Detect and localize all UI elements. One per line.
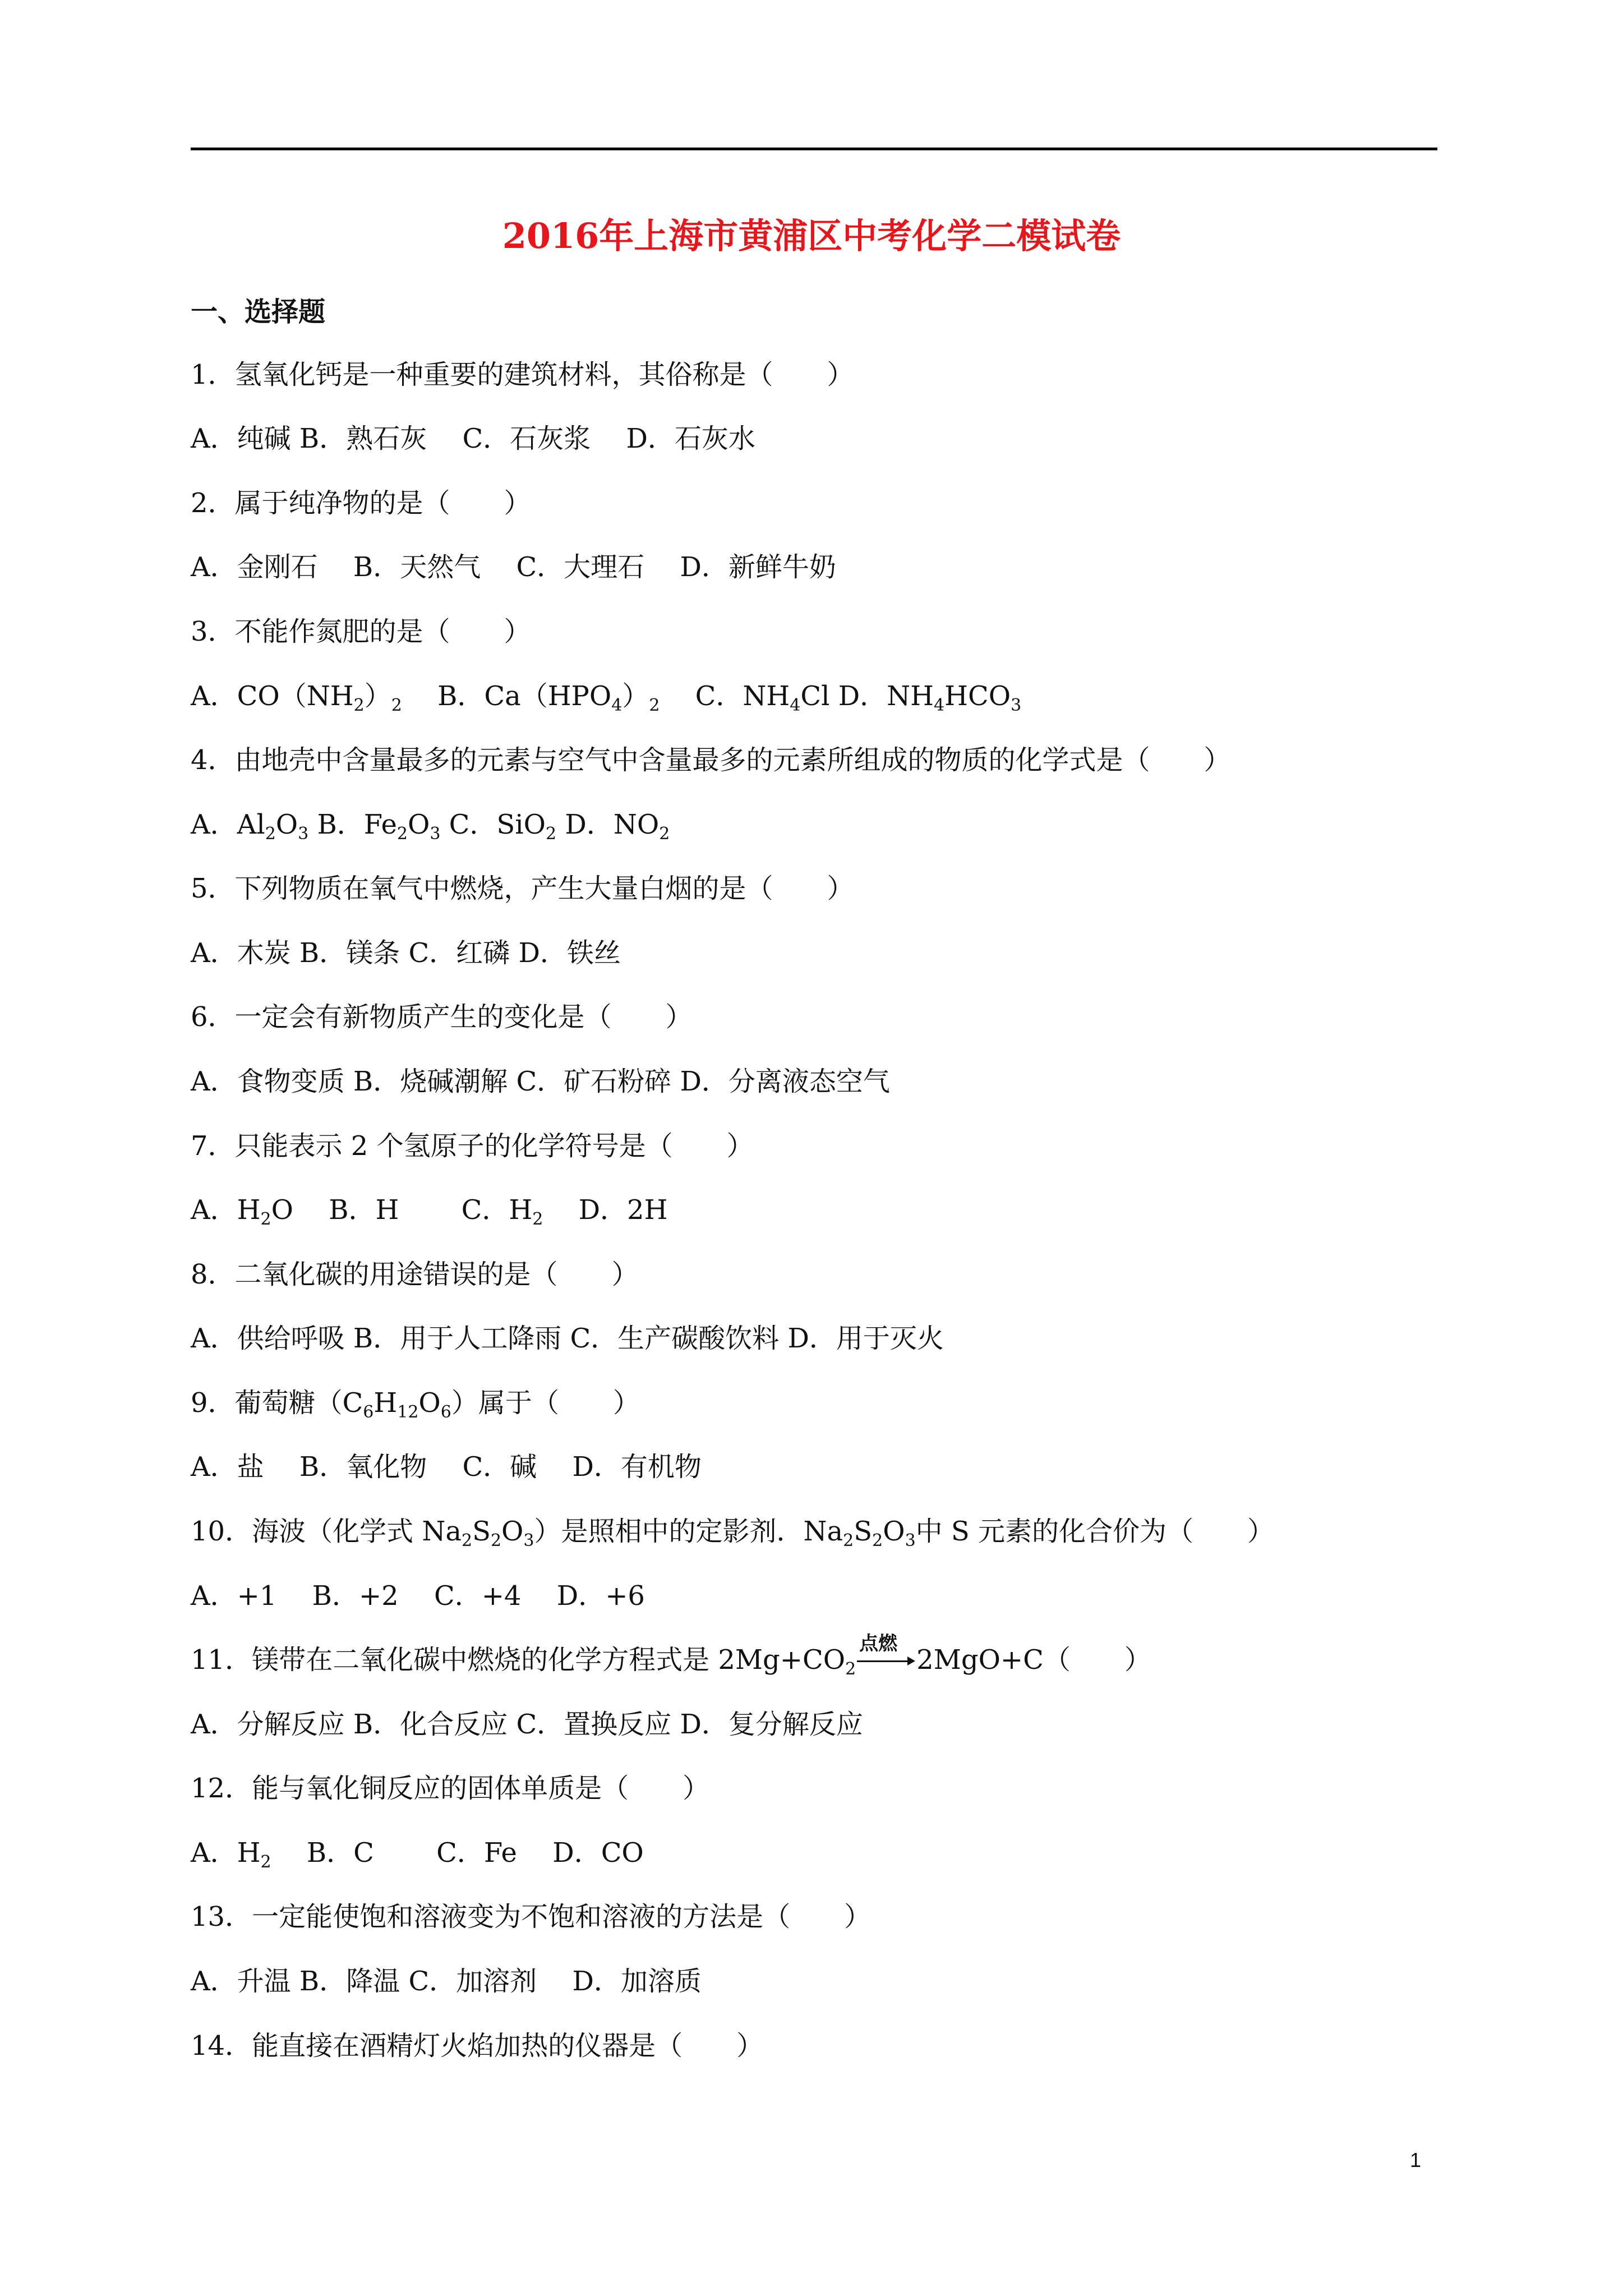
question-9: 9．葡萄糖$(C_6H_{12}O_6)$属于（ ） — [191, 1387, 640, 1422]
options-7: A．$H_2O$ B．H C．$H_2$ D．2H — [191, 1194, 668, 1229]
document-title: 2016年上海市黄浦区中考化学二模试卷 — [502, 215, 1121, 256]
question-4: 4．由地壳中含量最多的元素与空气中含量最多的元素所组成的物质的化学式是（ ） — [191, 744, 1231, 776]
options-6: A．食物变质 B．烧碱潮解 C．矿石粉碎 D．分离液态空气 — [191, 1066, 890, 1097]
options-9: A．盐 B．氧化物 C．碱 D．有机物 — [191, 1451, 702, 1483]
options-1: A．纯碱 B．熟石灰 C．石灰浆 D．石灰水 — [191, 423, 755, 454]
question-5: 5．下列物质在氧气中燃烧，产生大量白烟的是（ ） — [191, 873, 854, 904]
section-heading: 一、选择题 — [191, 296, 326, 328]
options-12: A．$H_2$ B．C C．Fe D．CO — [191, 1837, 644, 1872]
options-4: A．$Al_2O_3$ B．$Fe_2O_3$ C．SiO$_2$ D．$NO_2$ — [191, 809, 670, 844]
options-10: A．+1 B．+2 C．+4 D．+6 — [191, 1580, 645, 1612]
question-1: 1．氢氧化钙是一种重要的建筑材料，其俗称是（ ） — [191, 359, 854, 390]
options-11: A．分解反应 B．化合反应 C．置换反应 D．复分解反应 — [191, 1709, 863, 1740]
question-12: 12．能与氧化铜反应的固体单质是（ ） — [191, 1773, 710, 1804]
question-7: 7．只能表示 2 个氢原子的化学符号是（ ） — [191, 1130, 754, 1162]
options-8: A．供给呼吸 B．用于人工降雨 C．生产碳酸饮料 D．用于灭火 — [191, 1323, 944, 1354]
options-5: A．木炭 B．镁条 C．红磷 D．铁丝 — [191, 937, 621, 969]
question-13: 13．一定能使饱和溶液变为不饱和溶液的方法是（ ） — [191, 1901, 872, 1932]
question-11: 11．镁带在二氧化碳中燃烧的化学方程式是 $2Mg+CO_2$ 点燃 2MgO+C（ ） — [191, 1640, 1151, 1680]
question-8: 8．二氧化碳的用途错误的是（ ） — [191, 1259, 639, 1290]
question-6: 6．一定会有新物质产生的变化是（ ） — [191, 1001, 693, 1033]
options-2: A．金刚石 B．天然气 C．大理石 D．新鲜牛奶 — [191, 551, 836, 583]
reaction-arrow — [857, 1632, 915, 1667]
reaction-condition: 点燃 — [859, 1632, 898, 1655]
options-3: A．$CO(NH_2)_2$ B．$Ca(HPO_4)_2$ C．$NH_4Cl$ D．$NH_4HCO_3$ — [191, 680, 1022, 715]
question-2: 2．属于纯净物的是（ ） — [191, 487, 531, 519]
question-10: 10．海波（化学式 $Na_2S_2O_3$）是照相中的定影剂．$Na_2S_2O_3$中 S 元素的化合价为（ ） — [191, 1516, 1275, 1550]
question-3: 3．不能作氮肥的是（ ） — [191, 616, 531, 647]
header-rule — [191, 148, 1437, 150]
question-14: 14．能直接在酒精灯火焰加热的仪器是（ ） — [191, 2030, 764, 2062]
page-number: 1 — [1410, 2148, 1422, 2171]
options-13: A．升温 B．降温 C．加溶剂 D．加溶质 — [191, 1966, 702, 1997]
